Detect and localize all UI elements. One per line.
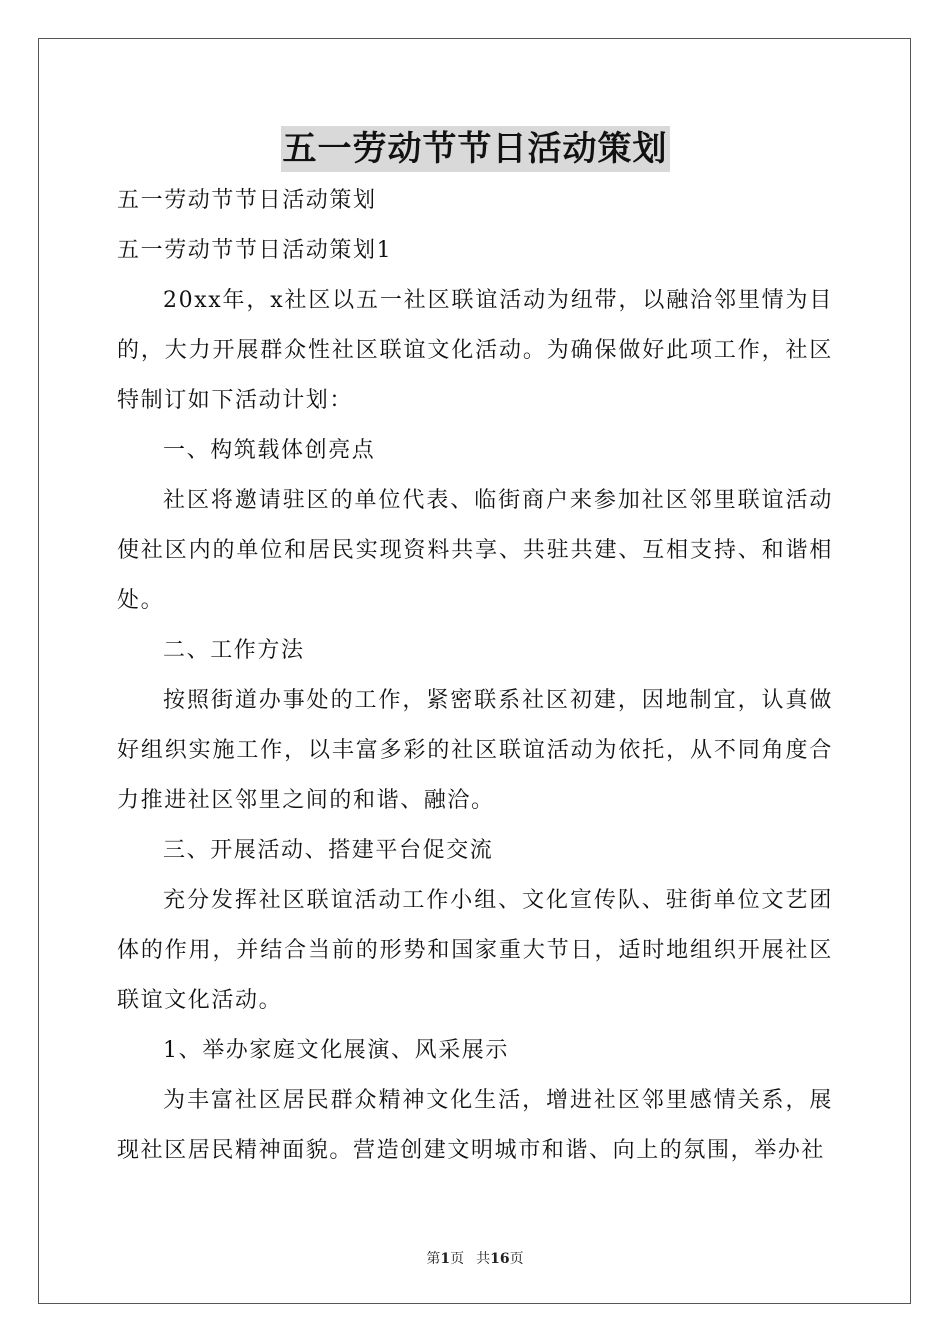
page-prefix: 第: [426, 1251, 441, 1267]
section-heading: 1、举办家庭文化展演、风采展示: [163, 1038, 509, 1063]
document-title: 五一劳动节节日活动策划: [281, 126, 670, 172]
paragraph: 20xx年，x社区以五一社区联谊活动为纽带，以融洽邻里情为目的，大力开展群众性社区联谊文化活动。为确保做好此项工作，社区特制订如下活动计划：: [117, 288, 833, 413]
paragraph: 五一劳动节节日活动策划: [117, 188, 377, 213]
total-prefix: 共: [476, 1251, 491, 1267]
total-pages: 16: [490, 1251, 510, 1267]
title-container: [0, 126, 950, 172]
paragraph: 社区将邀请驻区的单位代表、临街商户来参加社区邻里联谊活动使社区内的单位和居民实现资料共享、共驻共建、互相支持、和谐相处。: [117, 488, 833, 613]
section-heading: 三、开展活动、搭建平台促交流: [163, 838, 494, 863]
section-heading: 二、工作方法: [163, 638, 305, 663]
paragraph: 按照街道办事处的工作，紧密联系社区初建，因地制宜，认真做好组织实施工作，以丰富多彩的社区联谊活动为依托，从不同角度合力推进社区邻里之间的和谐、融洽。: [117, 688, 833, 813]
section-heading: 一、构筑载体创亮点: [163, 438, 376, 463]
paragraph: 充分发挥社区联谊活动工作小组、文化宣传队、驻街单位文艺团体的作用，并结合当前的形势和国家重大节日，适时地组织开展社区联谊文化活动。: [117, 888, 833, 1013]
page-suffix: 页: [450, 1251, 465, 1267]
paragraph: 为丰富社区居民群众精神文化生活，增进社区邻里感情关系，展现社区居民精神面貌。营造创建文明城市和谐、向上的氛围，举办社: [117, 1088, 833, 1163]
total-suffix: 页: [509, 1251, 524, 1267]
paragraph: 五一劳动节节日活动策划1: [117, 238, 393, 263]
document-body: [117, 176, 833, 1176]
page-number: 1: [440, 1251, 451, 1267]
page-footer: [0, 1248, 950, 1268]
